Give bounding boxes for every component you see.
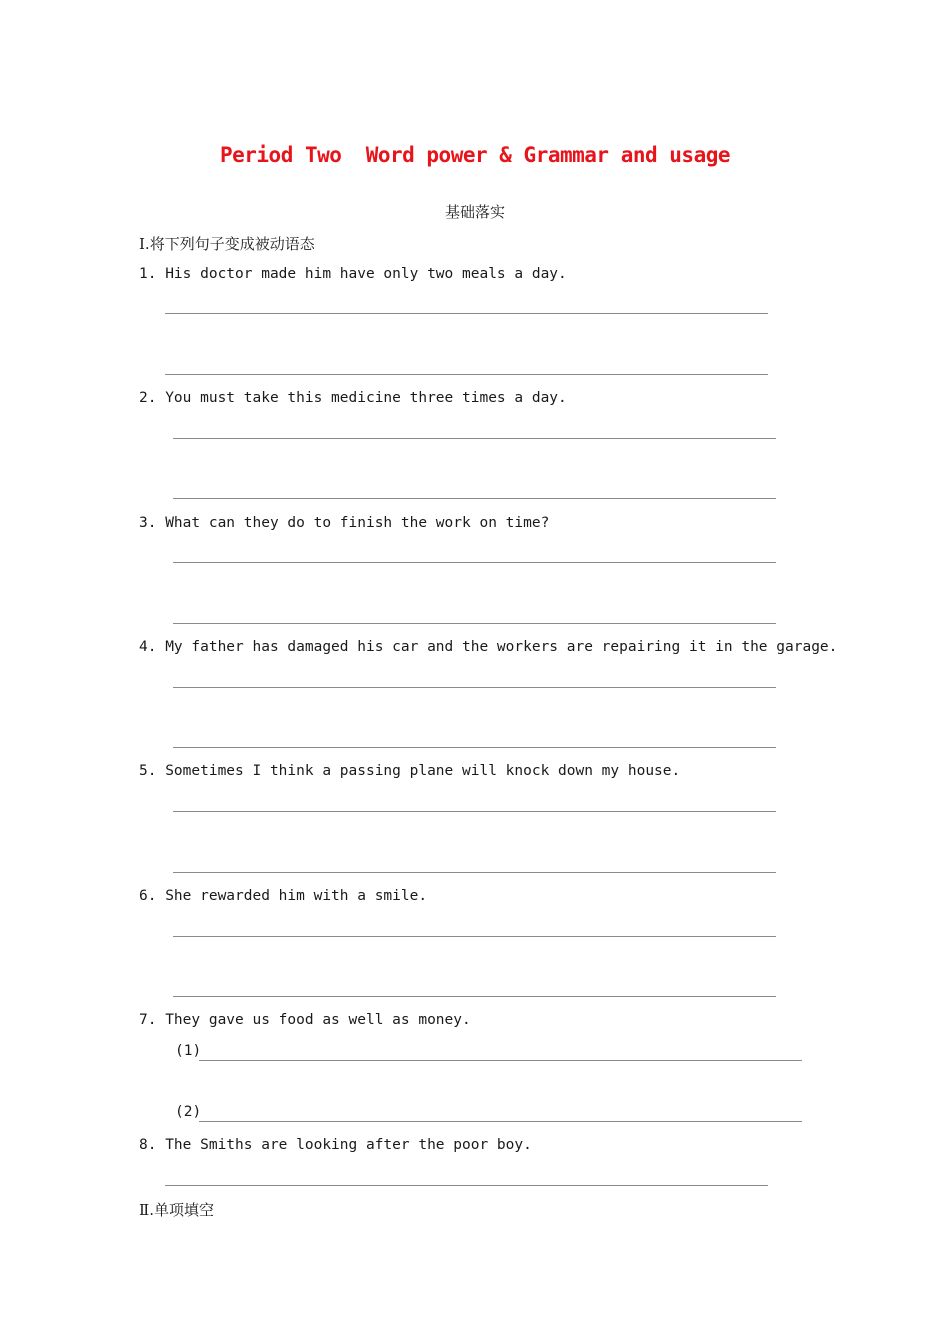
answer-line[interactable] bbox=[173, 872, 776, 873]
question-5: 5. Sometimes I think a passing plane will knock down my house. bbox=[139, 763, 681, 779]
section-heading: 基础落实 bbox=[444, 203, 505, 221]
question-8: 8. The Smiths are looking after the poor boy. bbox=[139, 1137, 532, 1153]
answer-line[interactable] bbox=[199, 1121, 802, 1122]
section-1-heading: Ⅰ.将下列句子变成被动语态 bbox=[139, 235, 315, 253]
answer-line[interactable] bbox=[173, 623, 776, 624]
answer-line[interactable] bbox=[173, 498, 776, 499]
answer-line[interactable] bbox=[165, 313, 768, 314]
question-3: 3. What can they do to finish the work on time? bbox=[139, 515, 550, 531]
answer-line[interactable] bbox=[173, 936, 776, 937]
question-4: 4. My father has damaged his car and the workers are repairing it in the garage. bbox=[139, 639, 838, 655]
sub-label-1: (1) bbox=[175, 1043, 202, 1059]
answer-line[interactable] bbox=[173, 811, 776, 812]
answer-line[interactable] bbox=[165, 1185, 768, 1186]
sub-label-2: (2) bbox=[175, 1104, 202, 1120]
answer-line[interactable] bbox=[173, 996, 776, 997]
answer-line[interactable] bbox=[173, 747, 776, 748]
answer-line[interactable] bbox=[199, 1060, 802, 1061]
question-1: 1. His doctor made him have only two meals a day. bbox=[139, 266, 567, 282]
question-7: 7. They gave us food as well as money. bbox=[139, 1012, 471, 1028]
answer-line[interactable] bbox=[173, 687, 776, 688]
question-6: 6. She rewarded him with a smile. bbox=[139, 888, 428, 904]
answer-line[interactable] bbox=[165, 374, 768, 375]
section-2-heading: Ⅱ.单项填空 bbox=[139, 1201, 214, 1219]
answer-line[interactable] bbox=[173, 562, 776, 563]
page-title: Period Two Word power & Grammar and usage bbox=[219, 143, 730, 167]
answer-line[interactable] bbox=[173, 438, 776, 439]
question-2: 2. You must take this medicine three times a day. bbox=[139, 390, 567, 406]
